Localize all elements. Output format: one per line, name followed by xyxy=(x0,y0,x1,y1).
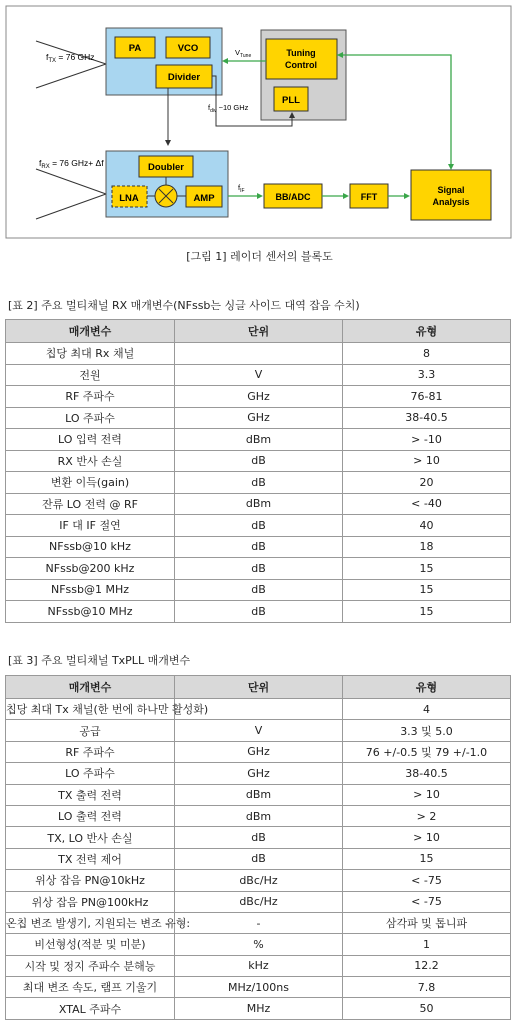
column-header: 단위 xyxy=(175,676,343,699)
rx-parameter-table xyxy=(5,319,511,623)
table-cell: 38-40.5 xyxy=(343,407,511,429)
table2-caption: [표 2] 주요 멀티채널 RX 매개변수(NFssb는 싱글 사이드 대역 잡음 수치) xyxy=(8,299,360,312)
table-cell xyxy=(175,343,343,365)
table-cell: dBm xyxy=(175,493,343,515)
table-row xyxy=(6,934,511,955)
table-cell: > 10 xyxy=(343,827,511,848)
table-cell: - xyxy=(175,912,343,933)
table-cell: LO 주파수 xyxy=(6,763,175,784)
table-cell: dB xyxy=(175,536,343,558)
table-cell: 잔류 LO 전력 @ RF xyxy=(6,493,175,515)
table-cell: 12.2 xyxy=(343,955,511,976)
table-cell: dB xyxy=(175,515,343,537)
table-cell: 3.3 및 5.0 xyxy=(343,720,511,741)
table-cell: 변환 이득(gain) xyxy=(6,472,175,494)
table3-caption: [표 3] 주요 멀티채널 TxPLL 매개변수 xyxy=(8,654,191,667)
table-cell: dB xyxy=(175,848,343,869)
table-row xyxy=(6,699,511,720)
table-cell: NFssb@10 kHz xyxy=(6,536,175,558)
table-cell: V xyxy=(175,364,343,386)
table-row xyxy=(6,763,511,784)
table-row xyxy=(6,450,511,472)
table-cell: RF 주파수 xyxy=(6,386,175,408)
table-cell: 1 xyxy=(343,934,511,955)
table-cell: 칩당 최대 Tx 채널(한 번에 하나만 활성화) xyxy=(6,699,175,720)
table-cell: dBc/Hz xyxy=(175,870,343,891)
tx-frequency-label: $f_{TX} = 76$ GHz xyxy=(46,52,95,64)
table-cell: dBc/Hz xyxy=(175,891,343,912)
table-cell: TX 전력 제어 xyxy=(6,848,175,869)
divider-label: Divider xyxy=(167,72,201,83)
table-cell: dB xyxy=(175,579,343,601)
table-cell: IF 대 IF 절연 xyxy=(6,515,175,537)
table-cell: NFssb@10 MHz xyxy=(6,601,175,623)
figure-caption: [그림 1] 레이더 센서의 블록도 xyxy=(186,250,333,263)
table-cell: 8 xyxy=(343,343,511,365)
tuning-control-block xyxy=(266,39,337,79)
column-header: 매개변수 xyxy=(6,676,175,699)
pa-label: PA xyxy=(128,43,142,54)
table-cell: LO 출력 전력 xyxy=(6,805,175,826)
table-cell: V xyxy=(175,720,343,741)
signal-label-1: Signal xyxy=(437,185,465,195)
column-header: 유형 xyxy=(343,320,511,343)
table-cell: < -75 xyxy=(343,891,511,912)
table-row xyxy=(6,784,511,805)
table-cell: 20 xyxy=(343,472,511,494)
signal-label-2: Analysis xyxy=(432,197,470,207)
table-cell: LO 입력 전력 xyxy=(6,429,175,451)
table-cell: 15 xyxy=(343,579,511,601)
table-row xyxy=(6,848,511,869)
table-row xyxy=(6,870,511,891)
table-row xyxy=(6,805,511,826)
table-cell: GHz xyxy=(175,386,343,408)
column-header: 매개변수 xyxy=(6,320,175,343)
table-cell: > 10 xyxy=(343,450,511,472)
table-cell: > -10 xyxy=(343,429,511,451)
table-row xyxy=(6,891,511,912)
table-row xyxy=(6,364,511,386)
doubler-label: Doubler xyxy=(148,162,184,173)
table-cell: 4 xyxy=(343,699,511,720)
table-cell: 칩당 최대 Rx 채널 xyxy=(6,343,175,365)
table-cell: MHz xyxy=(175,998,343,1019)
table-header-row xyxy=(6,320,511,343)
tuning-label-2: Control xyxy=(285,60,317,70)
fif-label: $f_{IF}$ xyxy=(238,183,245,194)
column-header: 단위 xyxy=(175,320,343,343)
table-cell: 공급 xyxy=(6,720,175,741)
vtune-label: $V_{Tune}$ xyxy=(235,48,252,59)
vco-label: VCO xyxy=(177,43,199,54)
table-cell: 50 xyxy=(343,998,511,1019)
fdiv-label: $f_{div}$ ~10 GHz xyxy=(208,103,249,114)
table-cell: GHz xyxy=(175,407,343,429)
table-cell: dB xyxy=(175,472,343,494)
table-cell: 3.3 xyxy=(343,364,511,386)
tuning-label-1: Tuning xyxy=(286,48,316,58)
table-row xyxy=(6,386,511,408)
table-row xyxy=(6,343,511,365)
table-cell: dBm xyxy=(175,784,343,805)
table-row xyxy=(6,977,511,998)
table-cell: 15 xyxy=(343,558,511,580)
table-cell: 최대 변조 속도, 램프 기울기 xyxy=(6,977,175,998)
lna-label: LNA xyxy=(119,193,139,204)
table-cell: dB xyxy=(175,558,343,580)
table-cell: dBm xyxy=(175,429,343,451)
amp-label: AMP xyxy=(193,193,215,204)
table-cell: RF 주파수 xyxy=(6,741,175,762)
table-cell: % xyxy=(175,934,343,955)
table-cell: MHz/100ns xyxy=(175,977,343,998)
table-row xyxy=(6,601,511,623)
radar-block-diagram xyxy=(6,6,512,239)
table-row xyxy=(6,472,511,494)
table-cell: > 10 xyxy=(343,784,511,805)
table-cell: 전원 xyxy=(6,364,175,386)
fft-label: FFT xyxy=(360,192,378,202)
table-cell: 위상 잡음 PN@10kHz xyxy=(6,870,175,891)
table-cell: GHz xyxy=(175,741,343,762)
table-cell: < -75 xyxy=(343,870,511,891)
table-cell: > 2 xyxy=(343,805,511,826)
table-row xyxy=(6,579,511,601)
table-row xyxy=(6,998,511,1019)
table-row xyxy=(6,741,511,762)
table-cell: TX 출력 전력 xyxy=(6,784,175,805)
rx-frequency-label: $f_{RX} = 76$ GHz+ Δf xyxy=(39,158,104,170)
table-row xyxy=(6,515,511,537)
table-cell: 15 xyxy=(343,601,511,623)
table-row xyxy=(6,407,511,429)
table-cell: 38-40.5 xyxy=(343,763,511,784)
column-header: 유형 xyxy=(343,676,511,699)
table-cell: 시작 및 정지 주파수 분해능 xyxy=(6,955,175,976)
table-cell: TX, LO 반사 손실 xyxy=(6,827,175,848)
table-row xyxy=(6,955,511,976)
table-cell: 온칩 변조 발생기, 지원되는 변조 유형: xyxy=(6,912,175,933)
table-cell: 삼각파 및 톱니파 xyxy=(343,912,511,933)
table-row xyxy=(6,720,511,741)
table-cell: GHz xyxy=(175,763,343,784)
table-cell: 위상 잡음 PN@100kHz xyxy=(6,891,175,912)
table-cell: RX 반사 손실 xyxy=(6,450,175,472)
table-cell: 18 xyxy=(343,536,511,558)
txpll-parameter-table xyxy=(5,675,511,1020)
table-cell: dB xyxy=(175,827,343,848)
pll-label: PLL xyxy=(282,95,300,106)
table-cell: NFssb@200 kHz xyxy=(6,558,175,580)
table-cell: 40 xyxy=(343,515,511,537)
table-cell: 비선형성(적분 및 미분) xyxy=(6,934,175,955)
table-row xyxy=(6,493,511,515)
table-cell: LO 주파수 xyxy=(6,407,175,429)
table-cell: 7.8 xyxy=(343,977,511,998)
table-row xyxy=(6,912,511,933)
table-cell: dB xyxy=(175,450,343,472)
table-row xyxy=(6,536,511,558)
signal-analysis-block xyxy=(411,170,491,220)
table-row xyxy=(6,827,511,848)
table-row xyxy=(6,429,511,451)
table-cell: 15 xyxy=(343,848,511,869)
bb-adc-label: BB/ADC xyxy=(275,192,311,202)
table-cell: NFssb@1 MHz xyxy=(6,579,175,601)
table-cell: XTAL 주파수 xyxy=(6,998,175,1019)
table-header-row xyxy=(6,676,511,699)
table-cell: dBm xyxy=(175,805,343,826)
table-cell: < -40 xyxy=(343,493,511,515)
table-cell: dB xyxy=(175,601,343,623)
table-cell: 76-81 xyxy=(343,386,511,408)
table-row xyxy=(6,558,511,580)
table-cell: kHz xyxy=(175,955,343,976)
table-cell: 76 +/-0.5 및 79 +/-1.0 xyxy=(343,741,511,762)
